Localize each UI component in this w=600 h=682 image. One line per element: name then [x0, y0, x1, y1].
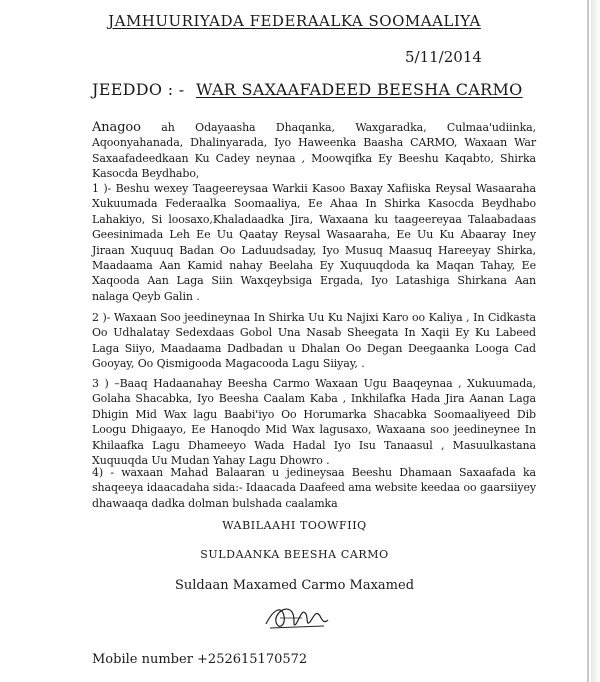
signer-title: SULDAANKA BEESHA CARMO [200, 548, 389, 561]
intro-first-word: Anagoo [92, 120, 141, 135]
point-3-paragraph: 3 ) –Baaq Hadaanahay Beesha Carmo Waxaan Ugu Baaqeynaa , Xukuumada, Golaha Shacabka, Iyo Beesha Caalam Kaba , Inkhilafka Hada Jira Aanan Laga Dhigin Mid Wax lagu Baabi'iyo Oo Horumarka Shacabka Soomaaliyeed Dib Loogu Dhigaayo, Ee Hanoqdo Mid Wax lagusaxo, Waxaana soo jeedineynee In Khilaafka Lagu Dhameeyo Wada Hadal Iyo Isu Tanaasul , Masuulkastana Xuquuqda Uu Mudan Yahay Lagu Dhowro . [92, 377, 536, 468]
intro-text: ah Odayaasha Dhaqanka, Waxgaradka, Culmaa'udiinka, Aqoonyahanada, Dhalinyarada, Iyo Haweenka Baasha CARMO, Waxaan War Saxaafadeedkaan Ku Cadey neynaa , Moowqifka Ey Beeshu Kaqabto, Shirka Kasocda Beydhabo, [92, 121, 536, 181]
signer-name: Suldaan Maxamed Carmo Maxamed [174, 578, 415, 593]
point-4-paragraph: 4) - waxaan Mahad Balaaran u jedineysaa Beeshu Dhamaan Saxaafada ka shaqeeya idaacadaha sida:- Idaacada Daafeed ama website keedaa oo gaarsiiyey dhawaaqa dadka dolman bulshada caalamka [92, 466, 536, 510]
page-edge-shadow [591, 0, 600, 682]
point-2-paragraph: 2 )- Waxaan Soo jeedineynaa In Shirka Uu Ku Najixi Karo oo Kaliya , In Cidkasta Oo Udhalatay Sedexdaas Gobol Una Nasab Sheegata In Xaqii Ey Ku Labeed Laga Siiyo, Maadaama Dadbadan u Dhalan Oo Degan Deegaanka Looga Cad Gooyay, Oo Qismigooda Magacooda Lagu Siiyay, . [92, 311, 536, 371]
intro-paragraph [92, 120, 536, 182]
subject-title: WAR SAXAAFADEED BEESHA CARMO [196, 80, 523, 99]
handwritten-signature [262, 598, 332, 638]
document-date: 5/11/2014 [405, 48, 482, 66]
subject-label: JEEDDO : - [92, 80, 185, 99]
closing-greeting: WABILAAHI TOOWFIIQ [222, 519, 367, 532]
document-header-title: JAMHUURIYADA FEDERAALKA SOOMAALIYA [108, 12, 481, 30]
point-1-paragraph: 1 )- Beshu wexey Taageereysaa Warkii Kasoo Baxay Xafiiska Reysal Wasaaraha Xukuumada Federaalka Soomaaliya, Ee Ahaa In Shirka Kasocda Beydhabo Lahakiyo, Si loosaxo,Khaladaadka Jira, Waxaana ku taageereyaa Talaabadaas Geesinimada Leh Ee Uu Qaatay Reysal Wasaaraha, Ee Uu Ku Abaaray Iney Jiraan Xuquuq Badan Oo Laduudsaday, Iyo Musuq Maasuq Hareeyay Shirka, Maadaama Aan Kamid nahay Beelaha Ey Xuquuqdoda ka Maqan Tahay, Ee Xaqooda Aan Laga Siin Waxqeybsiga Ergada, Iyo Latashiga Shirkana Aan nalaga Qeyb Galin . [92, 182, 536, 303]
mobile-number: Mobile number +252615170572 [92, 652, 308, 667]
